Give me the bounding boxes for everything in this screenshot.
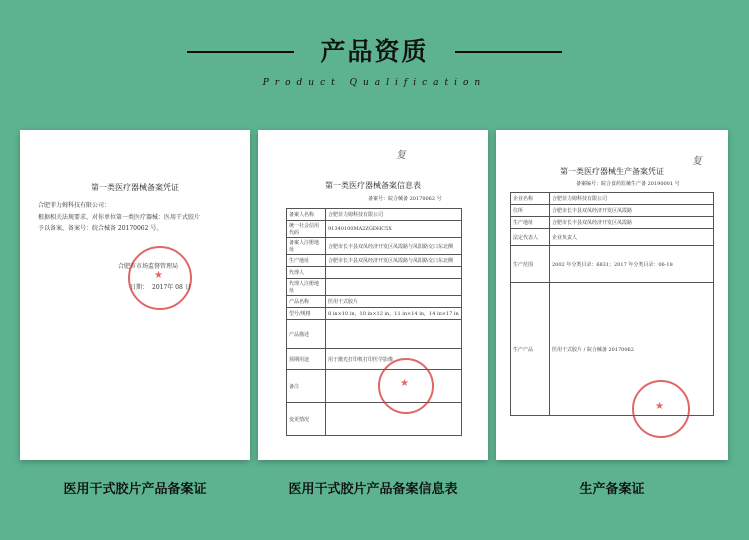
certificate-card-2 [258, 130, 488, 460]
row-label: 预期用途 [287, 349, 326, 370]
cert1-title: 第一类医疗器械备案凭证 [91, 183, 179, 192]
row-value: 2002 年分类目录：6831；2017 年分类目录：06-18 [550, 246, 714, 283]
cert1-body-line1: 根据相关法规要求，对你单位第一类医疗器械：医用干式胶片 [38, 214, 201, 221]
row-label: 生产地址 [287, 255, 326, 267]
table-row [511, 246, 714, 283]
official-seal [128, 246, 192, 310]
row-label: 生产范围 [511, 246, 550, 283]
seal-star-icon: ★ [655, 401, 664, 412]
row-label: 产品描述 [287, 320, 326, 349]
row-value: 合肥菲力姆科技有限公司 [550, 193, 714, 205]
row-label: 变更情况 [287, 403, 326, 436]
row-label: 法定代表人 [511, 229, 550, 246]
table-row [287, 320, 462, 349]
handwritten-mark: 复 [396, 150, 406, 161]
title-row [0, 32, 749, 72]
row-label: 型号/规格 [287, 308, 326, 320]
cert1-body-line2: 予以备案，备案号：皖合械备 20170062 号。 [38, 225, 163, 232]
table-row [287, 279, 462, 296]
header-banner [0, 0, 749, 128]
cert1-issuer: 合肥市市场监督管理局 [118, 263, 179, 270]
table-row [511, 193, 714, 205]
table-row [287, 255, 462, 267]
row-label: 住所 [511, 205, 550, 217]
caption-cert1: 医用干式胶片产品备案证 [63, 482, 207, 497]
row-value: 合肥市长丰县双凤经济开发区凤霞路与凤阳路交口东北侧 [326, 255, 462, 267]
row-value: 91340100MA2ZGDHC5X [326, 221, 462, 238]
table-row [287, 221, 462, 238]
row-value: 医用干式胶片 [326, 296, 462, 308]
table-row [511, 205, 714, 217]
handwritten-mark: 复 [692, 156, 702, 167]
title-divider-right [455, 51, 562, 53]
cert2-info-table [286, 208, 462, 436]
certificate-card-3 [496, 130, 728, 460]
row-label: 代理人 [287, 267, 326, 279]
caption-cert3: 生产备案证 [579, 482, 645, 497]
table-row [287, 209, 462, 221]
table-row [287, 308, 462, 320]
row-label: 生产地址 [511, 217, 550, 229]
row-label: 备案人注册地址 [287, 238, 326, 255]
cert3-info-table [510, 192, 714, 416]
table-row [511, 229, 714, 246]
row-label: 代理人注册地址 [287, 279, 326, 296]
table-row [511, 217, 714, 229]
table-row [287, 296, 462, 308]
official-seal [632, 380, 690, 438]
cert1-date: 2017年 08 日 [152, 284, 191, 291]
cert2-title: 第一类医疗器械备案信息表 [325, 181, 421, 190]
row-value [326, 320, 462, 349]
row-label: 生产产品 [511, 283, 550, 416]
row-value: 合肥菲力姆科技有限公司 [326, 209, 462, 221]
row-value: 合肥市长丰县双凤经济开发区凤霞路 [550, 217, 714, 229]
page-subtitle: Product Qualification [262, 78, 487, 88]
row-label: 备案人名称 [287, 209, 326, 221]
row-value: 用于激光打印机打印医学影像 [326, 349, 462, 370]
caption-cert2: 医用干式胶片产品备案信息表 [288, 482, 458, 497]
row-label: 产品名称 [287, 296, 326, 308]
row-label: 备注 [287, 370, 326, 403]
table-row [287, 403, 462, 436]
official-seal [378, 358, 434, 414]
cert3-reg-no: 备案编号：皖合食药监械生产备 20190001 号 [576, 181, 680, 187]
table-row [287, 370, 462, 403]
row-label: 统一社会信用代码 [287, 221, 326, 238]
row-value [326, 279, 462, 296]
table-row [287, 238, 462, 255]
row-value: 企业负责人 [550, 229, 714, 246]
seal-star-icon: ★ [154, 270, 163, 281]
row-value [326, 267, 462, 279]
row-value: 医用干式胶片 / 皖合械备 20170062 [550, 283, 714, 416]
page-title: 产品资质 [320, 37, 429, 66]
cert1-date-label: 日期： [130, 284, 149, 291]
table-row [287, 349, 462, 370]
seal-star-icon: ★ [400, 378, 409, 389]
certificate-card-1 [20, 130, 250, 460]
row-value: 8 in×10 in，10 in×12 in，11 in×14 in，14 in×17 in [326, 308, 462, 320]
cert2-reg-no: 备案号：皖合械备 20170062 号 [368, 196, 442, 202]
table-row [287, 267, 462, 279]
cert1-addressee: 合肥菲力姆科技有限公司： [38, 202, 111, 209]
row-value: 合肥市长丰县双凤经济开发区凤霞路 [550, 205, 714, 217]
row-value: 合肥市长丰县双凤经济开发区凤霞路与凤阳路交口东北侧 [326, 238, 462, 255]
row-label: 企业名称 [511, 193, 550, 205]
cert3-title: 第一类医疗器械生产备案凭证 [560, 167, 664, 176]
